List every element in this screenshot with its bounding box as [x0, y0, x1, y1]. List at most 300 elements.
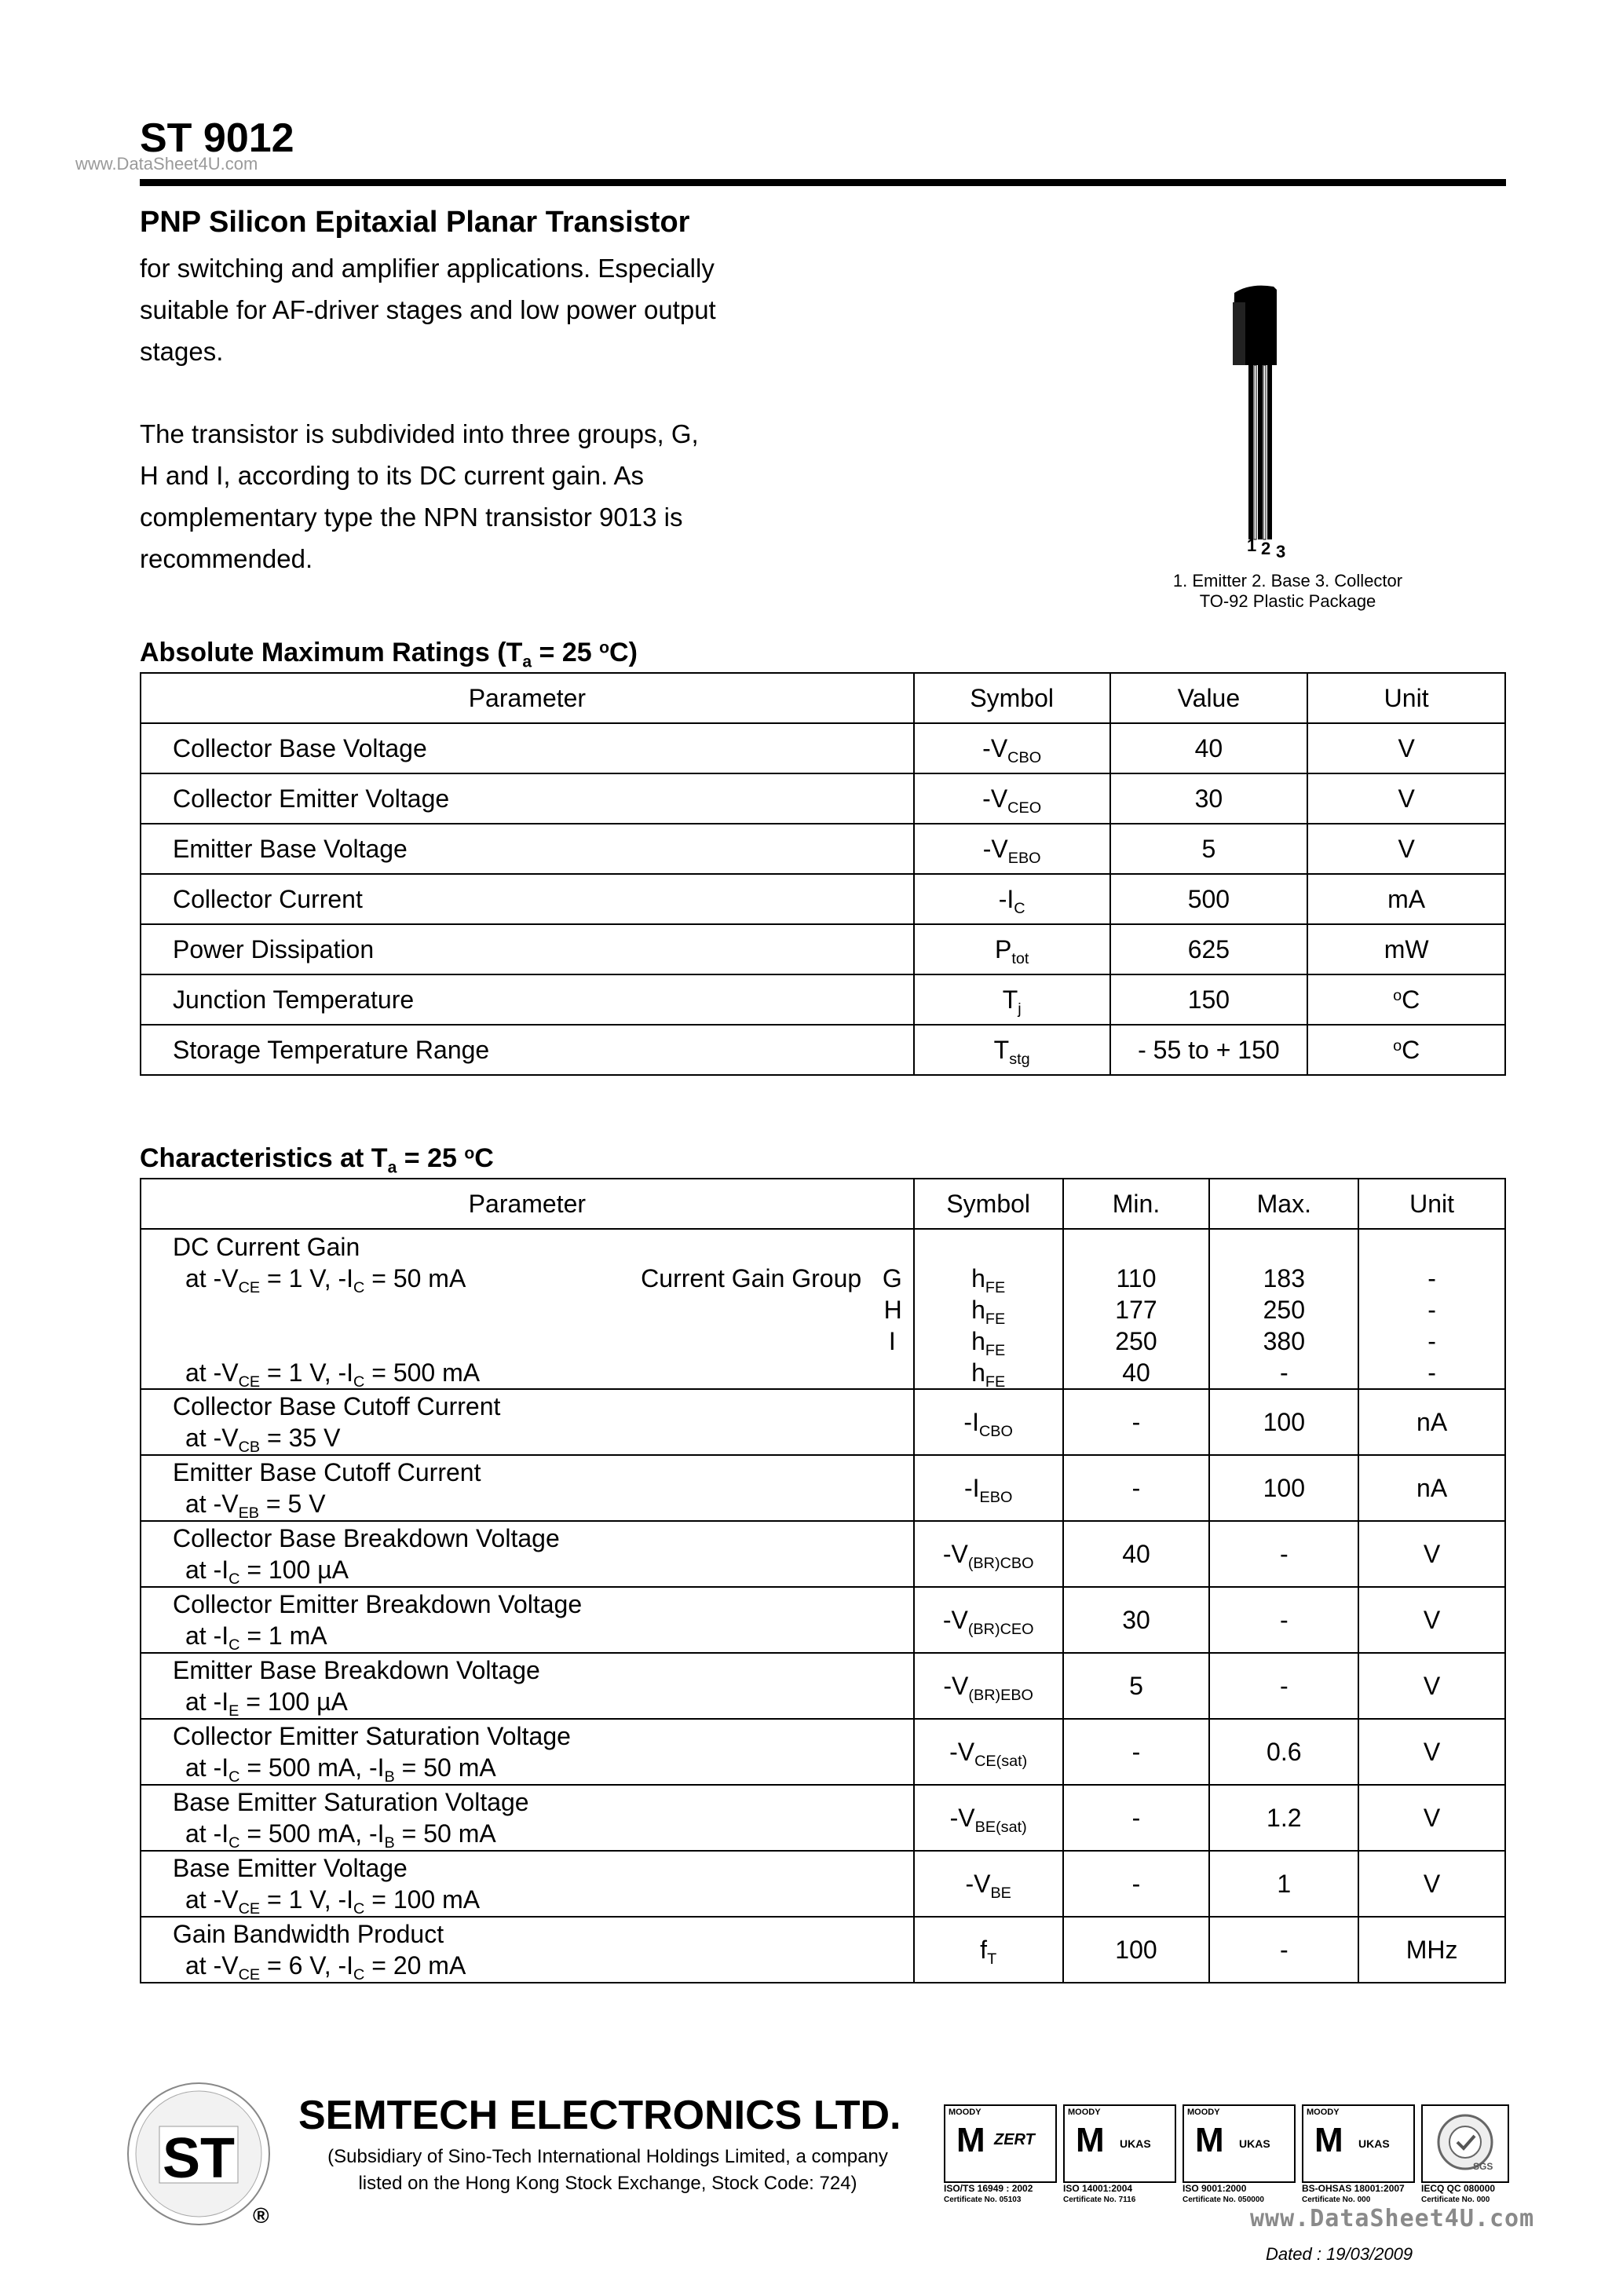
col-header: Symbol [914, 673, 1110, 723]
sym-sub: EBO [979, 1488, 1013, 1506]
param-condition [173, 1686, 913, 1720]
sym: h [971, 1264, 985, 1292]
heading-sub: a [522, 653, 532, 671]
cert-brand: MOODY [949, 2108, 981, 2117]
param-cell: Collector Base Voltage [141, 723, 914, 773]
unit-cell [1307, 1025, 1505, 1075]
param-title: Gain Bandwidth Product [173, 1920, 444, 1948]
symbol-cell [914, 1917, 1063, 1983]
cert-mark: UKAS [1120, 2137, 1151, 2150]
cond-part: at -I [185, 1621, 229, 1650]
cert-line1: ISO 14001:2004 [1063, 2183, 1133, 2194]
param-condition [173, 1950, 913, 1981]
sym: -V [942, 1539, 968, 1568]
cond-part: = 100 mA [364, 1885, 481, 1914]
company-name: SEMTECH ELECTRONICS LTD. [298, 2093, 901, 2138]
moody-m-icon: M [1076, 2121, 1105, 2159]
sym-sub: tot [1011, 949, 1029, 967]
symbol-cell [914, 1587, 1063, 1653]
cond-part: at -I [185, 1753, 229, 1782]
unit-cell: V [1358, 1587, 1505, 1653]
sym-sub: (BR)EBO [968, 1686, 1033, 1704]
unit-cell [1358, 1229, 1505, 1389]
col-header: Unit [1358, 1179, 1505, 1229]
package-caption: TO-92 Plastic Package [1199, 591, 1376, 611]
col-header: Parameter [141, 673, 914, 723]
characteristics-table [140, 1178, 1506, 1983]
symbol-cell [914, 723, 1110, 773]
sym: -V [942, 1605, 968, 1634]
param-condition [173, 1422, 913, 1456]
sym-line [915, 1294, 1062, 1328]
sym-sub: CBO [978, 1422, 1013, 1440]
sym-sub: j [1018, 1000, 1022, 1018]
header-rule [140, 179, 1506, 186]
table-row [141, 874, 1505, 924]
cert-line2: Certificate No. 7116 [1063, 2195, 1136, 2204]
min-value: 110 [1116, 1264, 1157, 1292]
param-cell [141, 1389, 914, 1455]
param-condition [173, 1620, 913, 1654]
unit-cell [1307, 773, 1505, 824]
cond-part: at -I [185, 1819, 229, 1848]
param-title: Collector Base Cutoff Current [173, 1392, 501, 1420]
sym-sub: FE [985, 1341, 1006, 1359]
table-row [141, 1653, 1505, 1719]
unit-cell [1307, 924, 1505, 974]
cert-line1: IECQ QC 080000 [1421, 2183, 1496, 2194]
symbol-cell [914, 1851, 1063, 1917]
sym-sub: FE [985, 1278, 1006, 1296]
cond-part: at -V [185, 1951, 239, 1980]
cond-sub: B [384, 1768, 395, 1786]
param-cell [141, 1521, 914, 1587]
param-cell: Power Dissipation [141, 924, 914, 974]
unit: mW [1384, 934, 1429, 963]
unit-cell [1307, 723, 1505, 773]
intro-line: suitable for AF-driver stages and low power output [140, 295, 716, 324]
value-cell: 625 [1110, 924, 1308, 974]
param-cell [141, 1719, 914, 1785]
sym: -V [965, 1869, 991, 1898]
value-cell: 40 [1110, 723, 1308, 773]
max-value: - [1279, 1358, 1289, 1387]
pin-number-3: 3 [1276, 542, 1286, 561]
table-row [141, 924, 1505, 974]
sym-sub: (BR)CEO [967, 1620, 1034, 1638]
cond-part: = 1 V, -I [260, 1264, 354, 1292]
param-title: Base Emitter Voltage [173, 1854, 408, 1882]
cert-line1: ISO 9001:2000 [1183, 2183, 1247, 2194]
moody-m-icon: M [1314, 2121, 1343, 2159]
table-row [141, 723, 1505, 773]
sym: -V [982, 834, 1008, 863]
heading-sup: o [464, 1144, 475, 1163]
intro-paragraph-2 [140, 413, 831, 579]
cond-sub: E [228, 1702, 239, 1720]
symbol-cell [914, 1521, 1063, 1587]
to92-package-illustration [1201, 279, 1319, 542]
value-cell: 5 [1110, 824, 1308, 874]
group-label [641, 1263, 902, 1294]
sym-sub: CEO [1007, 799, 1042, 817]
sym-sub: C [1014, 899, 1025, 917]
cond-sub: CE [238, 1373, 261, 1391]
param-cell [141, 1229, 914, 1389]
param-title: Base Emitter Saturation Voltage [173, 1788, 529, 1816]
min-cell: 100 [1063, 1917, 1210, 1983]
max-cell: 100 [1209, 1455, 1358, 1521]
sym-sub: CBO [1007, 748, 1042, 766]
intro-line: stages. [140, 337, 224, 366]
pin-caption: 1. Emitter 2. Base 3. Collector [1172, 571, 1403, 590]
abs-max-heading [140, 638, 638, 671]
param-condition [173, 1818, 913, 1852]
sym-sub: T [987, 1950, 997, 1968]
symbol-cell [914, 1025, 1110, 1075]
value-cell: 500 [1110, 874, 1308, 924]
sym-sub: (BR)CBO [967, 1554, 1034, 1572]
min-cell: - [1063, 1785, 1210, 1851]
sym: -V [949, 1803, 975, 1832]
symbol-cell [914, 1389, 1063, 1455]
min-cell [1063, 1229, 1210, 1389]
max-value: 183 [1263, 1264, 1305, 1292]
param-title: Collector Emitter Breakdown Voltage [173, 1590, 583, 1618]
cond-part: = 100 µA [239, 1556, 349, 1584]
param-cell: Storage Temperature Range [141, 1025, 914, 1075]
heading-part: = 25 [397, 1143, 465, 1173]
max-cell: 100 [1209, 1389, 1358, 1455]
value-cell: 30 [1110, 773, 1308, 824]
cert-line1: ISO/TS 16949 : 2002 [944, 2183, 1033, 2194]
cond-sub: CB [238, 1438, 261, 1456]
cond-sub: C [228, 1834, 240, 1852]
sym: -V [943, 1671, 969, 1700]
unit-cell: nA [1358, 1389, 1505, 1455]
param-cell [141, 1851, 914, 1917]
sym-sub: FE [985, 1310, 1006, 1328]
sym-sub: EBO [1007, 849, 1041, 867]
pin-number-2: 2 [1261, 539, 1271, 558]
cert-brand: MOODY [1068, 2108, 1101, 2117]
symbol-cell [914, 974, 1110, 1025]
cond-part: = 1 V, -I [260, 1885, 354, 1914]
dated-label: Dated : 19/03/2009 [1266, 2244, 1413, 2264]
heading-part: Absolute Maximum Ratings (T [140, 638, 523, 667]
cert-badge-iso-14001 [1063, 2104, 1176, 2183]
col-header: Min. [1063, 1179, 1210, 1229]
cert-brand: MOODY [1307, 2108, 1340, 2117]
sym-line [915, 1325, 1062, 1357]
max-cell: 1.2 [1209, 1785, 1358, 1851]
max-cell: - [1209, 1917, 1358, 1983]
cert-line2: Certificate No. 000 [1421, 2195, 1490, 2204]
col-header: Max. [1209, 1179, 1358, 1229]
cond-sub: B [384, 1834, 395, 1852]
param-title: Emitter Base Cutoff Current [173, 1458, 481, 1486]
cond-part: = 500 mA, -I [239, 1753, 385, 1782]
group-h: H [883, 1296, 902, 1324]
symbol-cell [914, 924, 1110, 974]
param-condition [173, 1752, 913, 1786]
sym: T [993, 1035, 1010, 1064]
subsidiary-line: (Subsidiary of Sino-Tech International Holdings Limited, a company [327, 2146, 888, 2167]
table-row [141, 1521, 1505, 1587]
unit-cell [1307, 824, 1505, 874]
logo-letters: ST [162, 2127, 236, 2190]
cond-part: = 100 µA [239, 1687, 348, 1716]
registered-mark: ® [253, 2203, 269, 2228]
sym: -I [963, 1473, 980, 1502]
table-row [141, 1455, 1505, 1521]
cert-line1: BS-OHSAS 18001:2007 [1302, 2183, 1405, 2194]
product-subtitle: PNP Silicon Epitaxial Planar Transistor [140, 206, 690, 239]
table-header-row [141, 1179, 1505, 1229]
unit-cell [1307, 974, 1505, 1025]
param-title: Collector Base Breakdown Voltage [173, 1524, 560, 1552]
cond-part: = 20 mA [364, 1951, 466, 1980]
max-cell: - [1209, 1521, 1358, 1587]
param-cell: Collector Current [141, 874, 914, 924]
sym-sub: FE [985, 1373, 1006, 1391]
cond-part: at -V [185, 1885, 239, 1914]
group-i: I [888, 1327, 896, 1355]
cond-part: = 50 mA [394, 1753, 496, 1782]
cond-part: = 500 mA [364, 1358, 481, 1387]
max-cell [1209, 1229, 1358, 1389]
unit-cell: V [1358, 1785, 1505, 1851]
value-cell: 150 [1110, 974, 1308, 1025]
cond-part: = 35 V [260, 1424, 341, 1452]
param-cell [141, 1653, 914, 1719]
symbol-cell [914, 874, 1110, 924]
unit: mA [1387, 884, 1426, 913]
table-row-dc-gain [141, 1229, 1505, 1389]
company-logo [124, 2079, 273, 2228]
table-row [141, 1389, 1505, 1455]
cond-part: = 1 V, -I [260, 1358, 354, 1387]
min-cell: - [1063, 1455, 1210, 1521]
unit-sup: o [1393, 1036, 1402, 1055]
max-cell: 1 [1209, 1851, 1358, 1917]
cond-part: at -I [185, 1556, 229, 1584]
pin-number-1: 1 [1247, 536, 1257, 555]
min-cell: 5 [1063, 1653, 1210, 1719]
group-g: G [882, 1264, 902, 1292]
intro-paragraph-1 [140, 247, 831, 372]
min-value: 250 [1115, 1327, 1157, 1355]
unit-cell: MHz [1358, 1917, 1505, 1983]
sym: -V [982, 784, 1008, 813]
param-condition [173, 1884, 913, 1918]
sym: f [980, 1935, 988, 1964]
watermark-bottom[interactable]: www.DataSheet4U.com [1250, 2205, 1535, 2232]
cond-part: = 500 mA, -I [239, 1819, 385, 1848]
sym: -I [963, 1407, 979, 1436]
unit-cell: V [1358, 1851, 1505, 1917]
cond-sub: EB [238, 1504, 260, 1522]
max-value: 380 [1263, 1327, 1305, 1355]
min-cell: 30 [1063, 1587, 1210, 1653]
unit-sup: o [1393, 986, 1402, 1004]
intro-line: H and I, according to its DC current gain. As [140, 461, 644, 490]
abs-max-table [140, 672, 1506, 1076]
intro-line: recommended. [140, 544, 313, 573]
symbol-cell [914, 1229, 1063, 1389]
unit-cell: V [1358, 1521, 1505, 1587]
heading-sub: a [387, 1158, 397, 1177]
param-title: Emitter Base Breakdown Voltage [173, 1656, 540, 1684]
sym: P [994, 934, 1012, 963]
sym: -V [982, 733, 1008, 762]
max-cell: 0.6 [1209, 1719, 1358, 1785]
sym: T [1002, 985, 1018, 1014]
col-header: Value [1110, 673, 1308, 723]
table-header-row [141, 673, 1505, 723]
symbol-cell [914, 1653, 1063, 1719]
cond-sub: C [353, 1373, 365, 1391]
watermark-top[interactable]: www.DataSheet4U.com [75, 154, 258, 174]
sym: h [971, 1327, 985, 1355]
max-cell: - [1209, 1653, 1358, 1719]
characteristics-heading [140, 1143, 494, 1177]
unit: C [1402, 985, 1420, 1014]
param-cell: Junction Temperature [141, 974, 914, 1025]
param-cell [141, 1587, 914, 1653]
cert-badge-ohsas [1302, 2104, 1415, 2183]
param-cell [141, 1785, 914, 1851]
cert-badge-iecq [1421, 2104, 1509, 2183]
table-row [141, 974, 1505, 1025]
group-text: Current Gain Group [641, 1264, 862, 1292]
symbol-cell [914, 1455, 1063, 1521]
param-condition [173, 1488, 913, 1522]
sym: h [971, 1296, 985, 1324]
cond-sub: C [353, 1278, 365, 1296]
cond-part: = 50 mA [364, 1264, 466, 1292]
part-number: ST 9012 [140, 115, 294, 161]
sym-sub: stg [1009, 1050, 1030, 1068]
cond-part: at -V [185, 1490, 239, 1518]
symbol-cell [914, 773, 1110, 824]
sym: -I [998, 884, 1014, 913]
sym-sub: BE(sat) [974, 1818, 1027, 1836]
cond-sub: C [353, 1965, 365, 1983]
gain-condition-1 [173, 1263, 913, 1294]
sym: h [971, 1358, 985, 1387]
value-cell: - 55 to + 150 [1110, 1025, 1308, 1075]
cert-line2: Certificate No. 05103 [944, 2195, 1022, 2204]
symbol-cell [914, 824, 1110, 874]
heading-part: = 25 [532, 638, 600, 667]
cert-badge-iso-ts [944, 2104, 1057, 2183]
table-row [141, 824, 1505, 874]
param-title: Collector Emitter Saturation Voltage [173, 1722, 571, 1750]
unit: V [1398, 834, 1415, 863]
unit-value: - [1427, 1296, 1436, 1324]
param-condition [173, 1554, 913, 1588]
sym-line [915, 1263, 1062, 1294]
max-value: 250 [1263, 1296, 1305, 1324]
table-row [141, 1785, 1505, 1851]
cond-sub: C [228, 1636, 240, 1654]
cert-mark: SGS [1473, 2161, 1493, 2172]
sym: -V [949, 1737, 975, 1766]
cert-mark: UKAS [1239, 2137, 1270, 2150]
min-value: 40 [1122, 1358, 1150, 1387]
heading-part: C [474, 1143, 494, 1173]
intro-line: complementary type the NPN transistor 9013 is [140, 503, 683, 532]
unit-cell: nA [1358, 1455, 1505, 1521]
cert-brand: MOODY [1187, 2108, 1220, 2117]
cond-part: = 50 mA [394, 1819, 496, 1848]
param-cell: Emitter Base Voltage [141, 824, 914, 874]
cond-part: = 1 mA [239, 1621, 327, 1650]
cert-mark: ZERT [994, 2131, 1035, 2148]
unit-cell [1307, 874, 1505, 924]
symbol-cell [914, 1785, 1063, 1851]
table-row [141, 1719, 1505, 1785]
cond-part: at -V [185, 1264, 239, 1292]
cert-badge-iso-9001 [1183, 2104, 1296, 2183]
cond-part: = 5 V [259, 1490, 326, 1518]
param-title: DC Current Gain [173, 1233, 360, 1261]
unit-cell: V [1358, 1653, 1505, 1719]
cond-sub: CE [238, 1899, 261, 1918]
unit: V [1398, 733, 1415, 762]
param-cell: Collector Emitter Voltage [141, 773, 914, 824]
symbol-cell [914, 1719, 1063, 1785]
heading-part: Characteristics at T [140, 1143, 388, 1173]
table-row [141, 773, 1505, 824]
cond-part: at -I [185, 1687, 229, 1716]
table-row [141, 1851, 1505, 1917]
moody-m-icon: M [1195, 2121, 1224, 2159]
min-cell: - [1063, 1719, 1210, 1785]
min-cell: 40 [1063, 1521, 1210, 1587]
heading-sup: o [599, 638, 610, 657]
param-cell [141, 1455, 914, 1521]
moody-m-icon: M [956, 2121, 985, 2159]
sym-sub: CE(sat) [974, 1752, 1028, 1770]
table-row [141, 1917, 1505, 1983]
cond-sub: C [353, 1899, 365, 1918]
cond-part: at -V [185, 1424, 239, 1452]
sym-line [915, 1357, 1062, 1391]
sym-sub: BE [990, 1884, 1011, 1902]
company-subsidiary [294, 2144, 922, 2197]
cond-sub: C [228, 1570, 240, 1588]
min-value: 177 [1115, 1296, 1157, 1324]
unit-value: - [1427, 1327, 1436, 1355]
intro-line: for switching and amplifier applications. Especially [140, 254, 715, 283]
cond-sub: CE [238, 1965, 261, 1983]
min-cell: - [1063, 1389, 1210, 1455]
table-row [141, 1025, 1505, 1075]
unit-cell: V [1358, 1719, 1505, 1785]
table-row [141, 1587, 1505, 1653]
condition [185, 1263, 466, 1294]
cond-sub: CE [238, 1278, 261, 1296]
max-cell: - [1209, 1587, 1358, 1653]
heading-part: C) [609, 638, 638, 667]
cert-line2: Certificate No. 000 [1302, 2195, 1371, 2204]
unit: C [1402, 1035, 1420, 1064]
intro-line: The transistor is subdivided into three groups, G, [140, 419, 699, 448]
min-cell: - [1063, 1851, 1210, 1917]
cond-part: = 6 V, -I [260, 1951, 354, 1980]
